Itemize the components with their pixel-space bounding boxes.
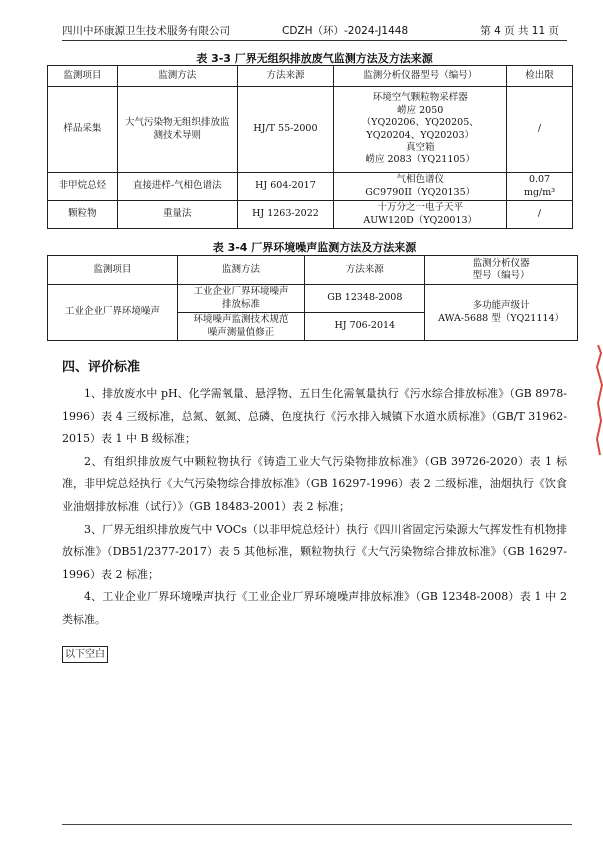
cell-instrument: 十万分之一电子天平 AUW120D（YQ20013） — [334, 201, 507, 229]
cell-item: 颗粒物 — [48, 201, 118, 229]
page-header — [62, 20, 567, 41]
cell-source: GB 12348-2008 — [305, 285, 425, 313]
table-row — [48, 201, 573, 229]
report-number: CDZH（环）-2024-J1448 — [282, 25, 409, 37]
paragraph: 4、工业企业厂界环境噪声执行《工业企业厂界环境噪声排放标准》（GB 12348-2008）表 1 中 2 类标准。 — [62, 590, 567, 626]
cell-method: 重量法 — [117, 201, 237, 229]
cell-item: 工业企业厂界环境噪声 — [48, 285, 178, 341]
cell-source: HJ 604-2017 — [237, 173, 334, 201]
header-cell: 监测项目 — [48, 256, 178, 285]
header-cell: 监测分析仪器 型号（编号） — [425, 256, 578, 285]
header-cell: 监测项目 — [48, 66, 118, 87]
cell-instrument: 环境空气颗粒物采样器 崂应 2050 （YQ20206、YQ20205、 YQ20204、YQ20203） 真空箱 崂应 2083（YQ21105） — [334, 87, 507, 173]
cell-item: 样品采集 — [48, 87, 118, 173]
cell-instrument: 气相色谱仪 GC9790II（YQ20135） — [334, 173, 507, 201]
standards-list — [62, 383, 567, 632]
header-cell: 监测方法 — [117, 66, 237, 87]
table-row — [48, 87, 573, 173]
cell-method: 大气污染物无组织排放监 测技术导则 — [117, 87, 237, 173]
cell-limit: / — [507, 201, 573, 229]
paragraph: 3、厂界无组织排放废气中 VOCs（以非甲烷总烃计）执行《四川省固定污染源大气挥发性有机物排放标准》（DB51/2377-2017）表 5 其他标准，颗粒物执行《大气污染物综合排放标准》（GB 16297-1996）表 2 标准； — [62, 522, 567, 581]
seal-edge-mark — [595, 345, 603, 455]
cell-item: 非甲烷总烃 — [48, 173, 118, 201]
header-cell: 方法来源 — [237, 66, 334, 87]
seal-stroke — [597, 345, 602, 455]
cell-source: HJ/T 55-2000 — [237, 87, 334, 173]
section-title: 四、评价标准 — [62, 360, 141, 375]
page-number: 第 4 页 共 11 页 — [480, 25, 559, 37]
paragraph: 2、有组织排放废气中颗粒物执行《铸造工业大气污染物排放标准》（GB 39726-2020）表 1 标准，非甲烷总烃执行《大气污染物综合排放标准》（GB 16297-1996）表 2 二级标准，油烟执行《饮食业油烟排放标准（试行）》（GB 18483-2001）表 2 标准； — [62, 454, 567, 513]
cell-limit: / — [507, 87, 573, 173]
header-cell: 检出限 — [507, 66, 573, 87]
table-3-3 — [47, 65, 573, 229]
table-3-4-caption: 表 3-4 厂界环境噪声监测方法及方法来源 — [212, 241, 417, 254]
cell-limit: 0.07 mg/m³ — [507, 173, 573, 201]
footer-divider — [62, 824, 572, 825]
header-cell: 监测方法 — [177, 256, 305, 285]
table-row — [48, 173, 573, 201]
cell-method: 工业企业厂界环境噪声 排放标准 — [177, 285, 305, 313]
header-cell: 方法来源 — [305, 256, 425, 285]
header-cell: 监测分析仪器型号（编号） — [334, 66, 507, 87]
table-row — [48, 285, 578, 313]
company-name: 四川中环康源卫生技术服务有限公司 — [62, 25, 230, 37]
cell-method: 直接进样-气相色谱法 — [117, 173, 237, 201]
paragraph: 1、排放废水中 pH、化学需氧量、悬浮物、五日生化需氧量执行《污水综合排放标准》（GB 8978-1996）表 4 三级标准，总氮、氨氮、总磷、色度执行《污水排入城镇下水道水质标准》（GB/T 31962-2015）表 1 中 B 级标准； — [62, 387, 567, 446]
blank-below-stamp: 以下空白 — [62, 646, 108, 663]
cell-source: HJ 1263-2022 — [237, 201, 334, 229]
cell-instrument: 多功能声级计 AWA-5688 型（YQ21114） — [425, 285, 578, 341]
cell-source: HJ 706-2014 — [305, 313, 425, 341]
table-3-3-caption: 表 3-3 厂界无组织排放废气监测方法及方法来源 — [196, 52, 433, 65]
cell-method: 环境噪声监测技术规范 噪声测量值修正 — [177, 313, 305, 341]
table-3-4 — [47, 255, 578, 341]
